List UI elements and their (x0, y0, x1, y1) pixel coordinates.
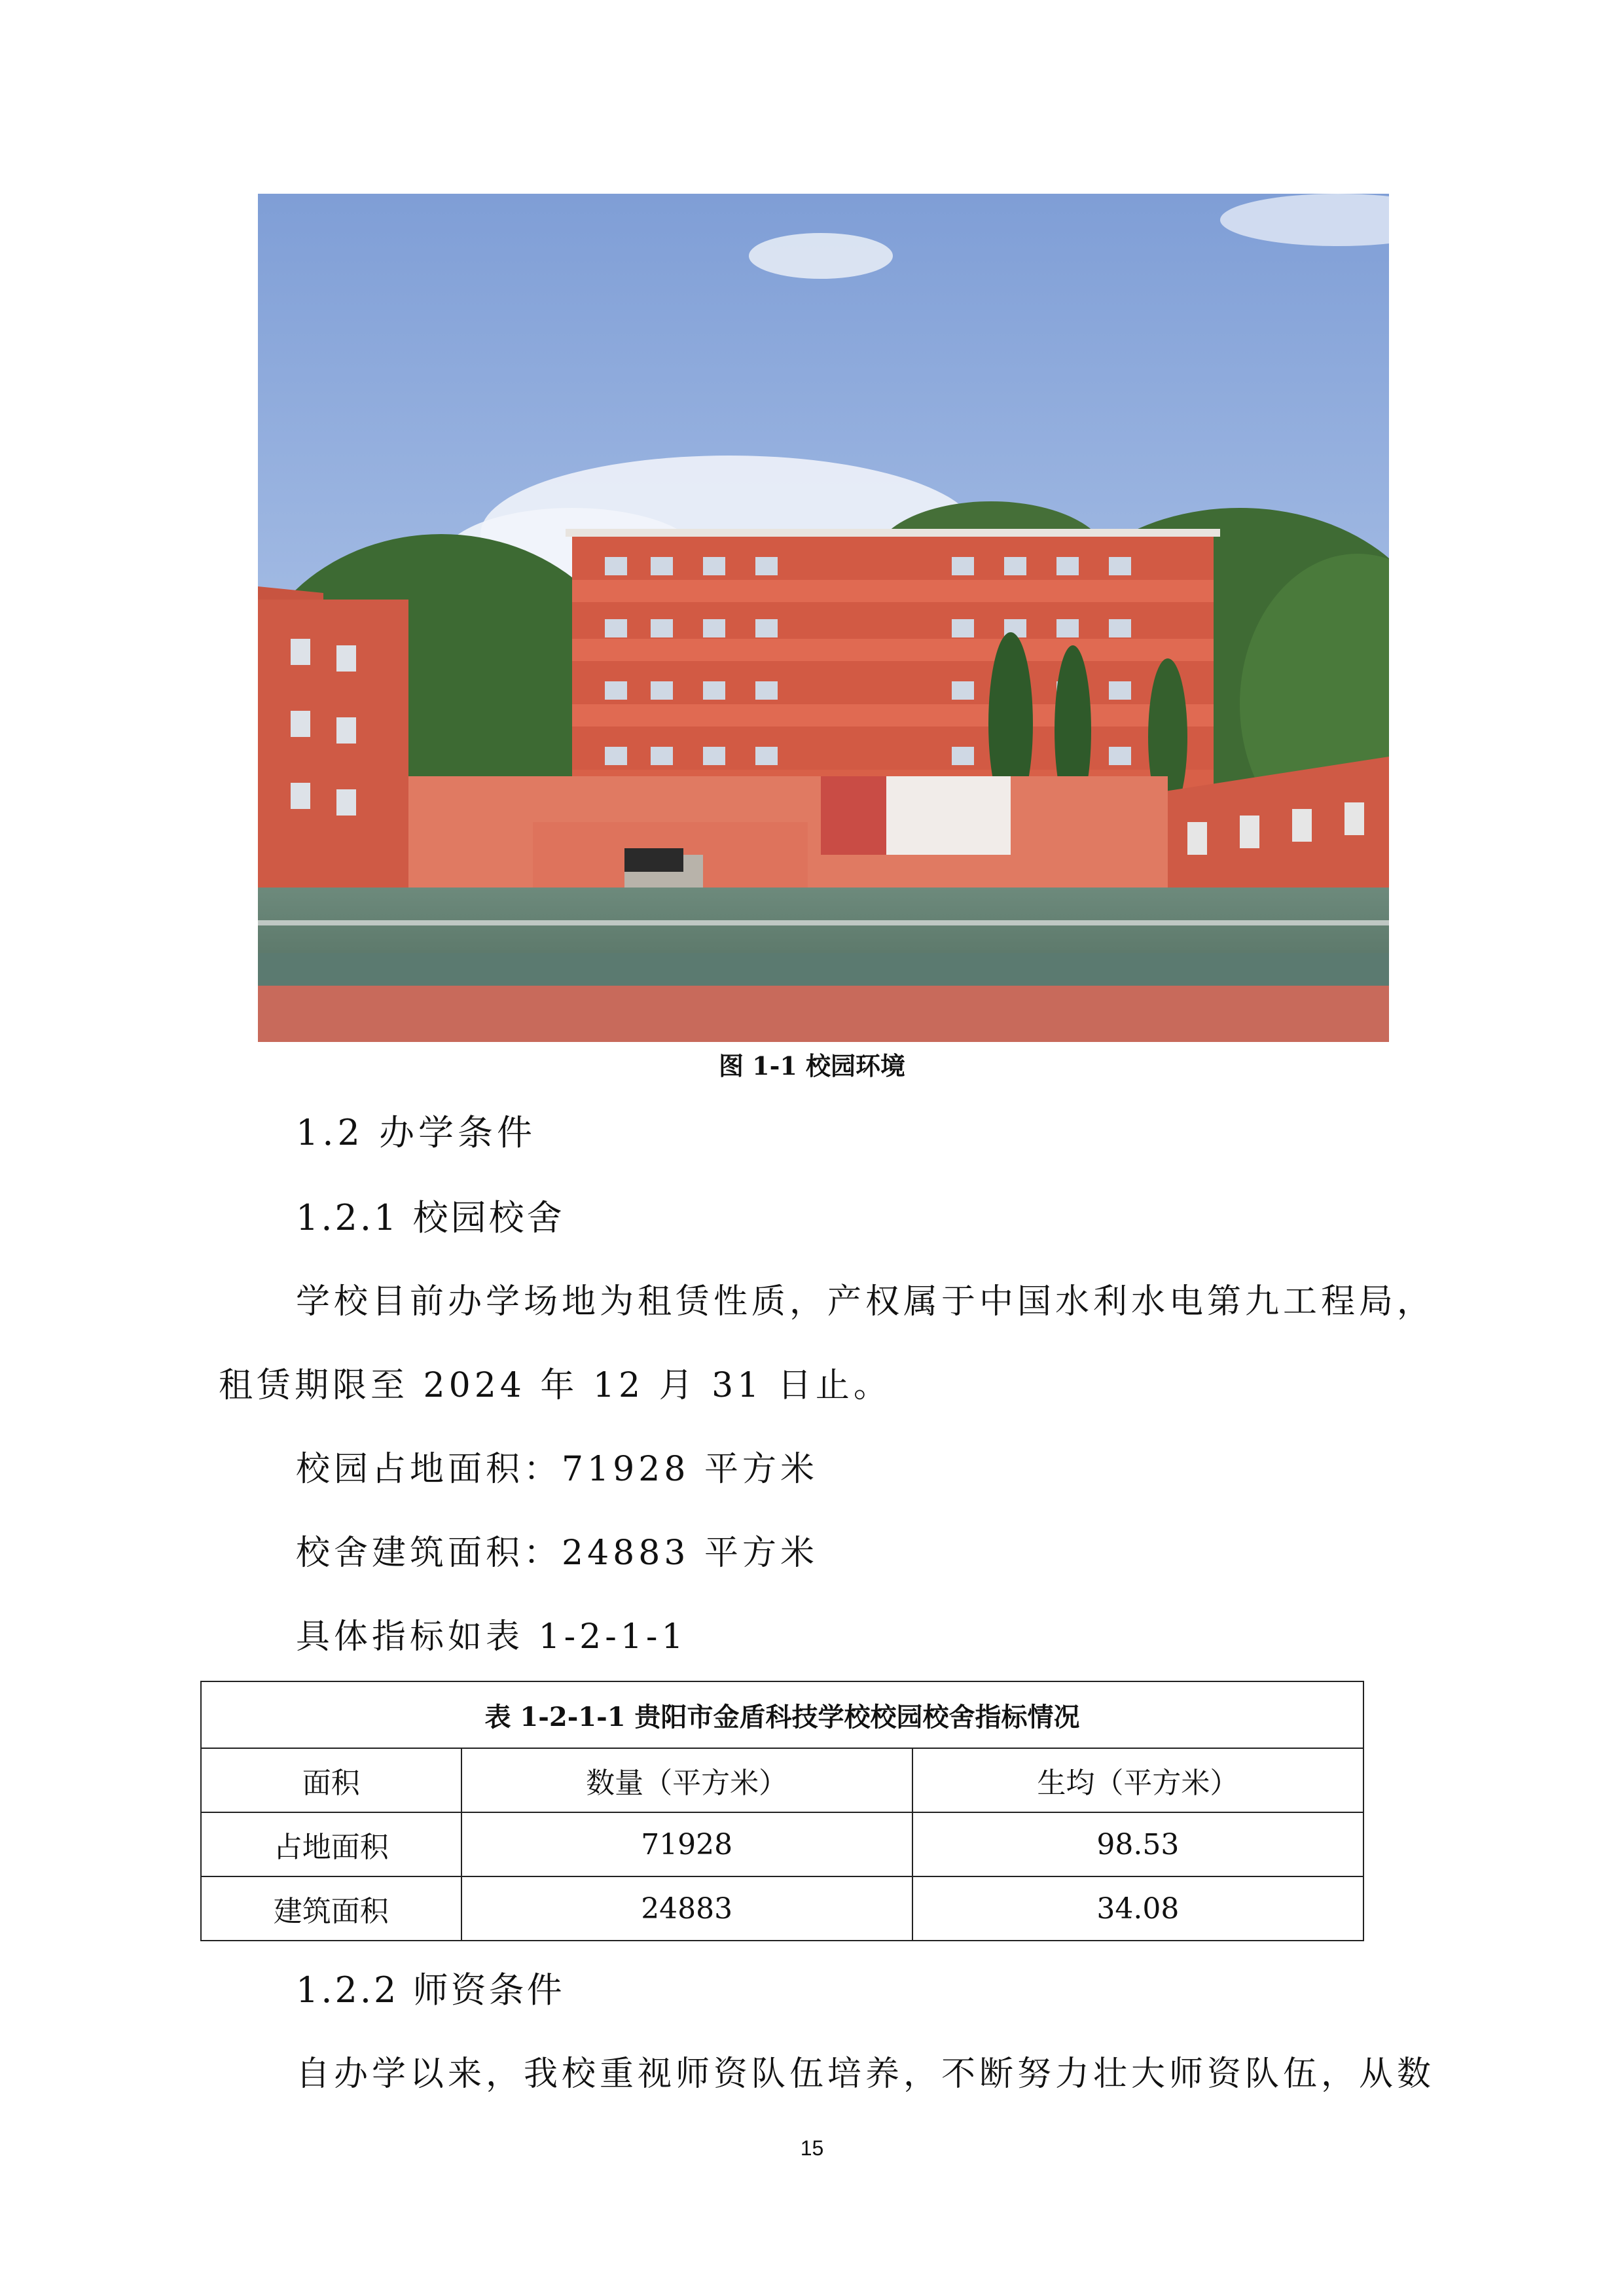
figure-caption: 图 1-1 校园环境 (718, 1051, 906, 1081)
land-area-text: 校园占地面积：71928 平方米 (296, 1450, 818, 1489)
table-title: 表 1-2-1-1 贵阳市金盾科技学校校园校舍指标情况 (201, 1681, 1363, 1748)
table-header-cell: 生均（平方米） (912, 1748, 1363, 1812)
paragraph-line: 租赁期限至 2024 年 12 月 31 日止。 (219, 1366, 892, 1405)
campus-indicators-table (200, 1681, 1364, 1941)
section-heading: 1.2 办学条件 (296, 1112, 537, 1153)
table-header-row (201, 1748, 1363, 1812)
table-cell: 建筑面积 (201, 1876, 461, 1941)
paragraph-line: 自办学以来，我校重视师资队伍培养，不断努力壮大师资队伍，从数 (296, 2054, 1435, 2094)
table-cell: 71928 (461, 1812, 912, 1876)
table-cell: 24883 (461, 1876, 912, 1941)
table-cell: 98.53 (912, 1812, 1363, 1876)
table-cell: 34.08 (912, 1876, 1363, 1941)
paragraph-line: 学校目前办学场地为租赁性质，产权属于中国水利水电第九工程局， (296, 1282, 1435, 1321)
building-area-text: 校舍建筑面积：24883 平方米 (296, 1534, 818, 1573)
table-intro-text: 具体指标如表 1-2-1-1 (296, 1617, 687, 1657)
campus-photo (258, 194, 1389, 1042)
subsection-heading-campus: 1.2.1 校园校舍 (296, 1197, 565, 1238)
table-cell: 占地面积 (201, 1812, 461, 1876)
subsection-heading-teachers: 1.2.2 师资条件 (296, 1969, 565, 2011)
table-header-cell: 面积 (201, 1748, 461, 1812)
table-row (201, 1812, 1363, 1876)
table-row (201, 1876, 1363, 1941)
page-number: 15 (800, 2136, 824, 2160)
table-header-cell: 数量（平方米） (461, 1748, 912, 1812)
